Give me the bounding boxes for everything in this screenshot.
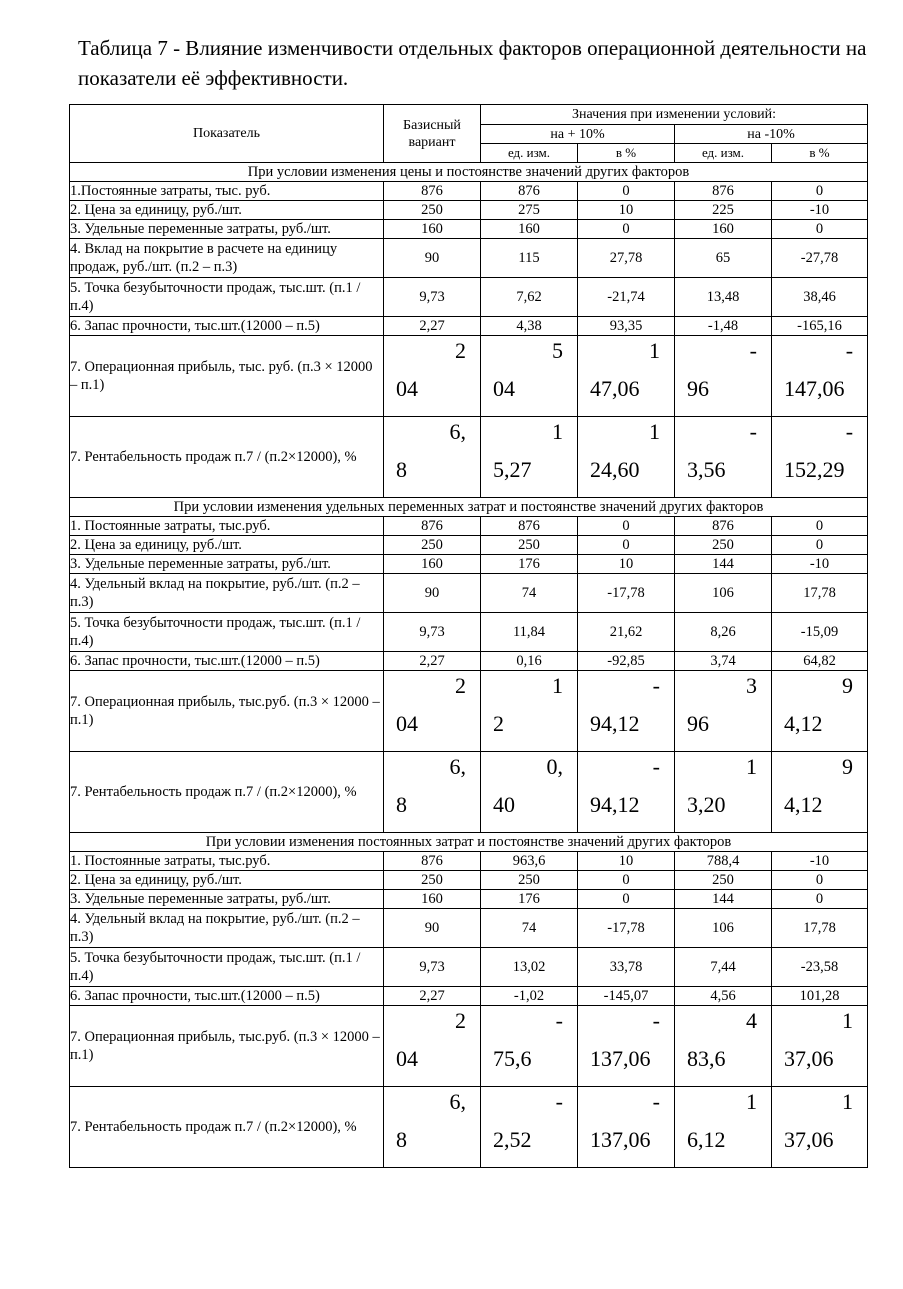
row-value: 144 [675, 555, 772, 574]
row-value: 0 [772, 517, 868, 536]
table-row [70, 852, 868, 871]
table-row [70, 220, 868, 239]
split-value-cell [772, 1006, 868, 1087]
value-fragment-top: 1 [552, 673, 563, 698]
table-row [70, 909, 868, 948]
row-value: -10 [772, 201, 868, 220]
row-label: 7. Рентабельность продаж п.7 / (п.2×12000), % [70, 417, 384, 498]
value-fragment-bottom: 37,06 [784, 1127, 834, 1152]
row-value: 2,27 [384, 652, 481, 671]
value-fragment-bottom: 94,12 [590, 711, 640, 736]
row-label: 2. Цена за единицу, руб./шт. [70, 871, 384, 890]
row-value: 225 [675, 201, 772, 220]
row-label: 7. Операционная прибыль, тыс.руб. (п.3 × 12000 – п.1) [70, 671, 384, 752]
row-value: 144 [675, 890, 772, 909]
row-value: 250 [384, 536, 481, 555]
row-value: 9,73 [384, 613, 481, 652]
row-label: 2. Цена за единицу, руб./шт. [70, 201, 384, 220]
row-value: 9,73 [384, 948, 481, 987]
value-fragment-bottom: 96 [687, 711, 709, 736]
value-fragment-top: 5 [552, 338, 563, 363]
section-header-row [70, 833, 868, 852]
value-fragment-bottom: 04 [396, 1046, 418, 1071]
row-value: -23,58 [772, 948, 868, 987]
table-row [70, 948, 868, 987]
value-fragment-top: 1 [649, 338, 660, 363]
row-value: 74 [481, 909, 578, 948]
header-minus-10: на -10% [675, 125, 868, 144]
row-value: 7,62 [481, 278, 578, 317]
row-label: 5. Точка безубыточности продаж, тыс.шт. (п.1 / п.4) [70, 613, 384, 652]
row-value: 2,27 [384, 987, 481, 1006]
row-label: 1. Постоянные затраты, тыс.руб. [70, 517, 384, 536]
row-label: 2. Цена за единицу, руб./шт. [70, 536, 384, 555]
row-value: 9,73 [384, 278, 481, 317]
row-value: 876 [384, 182, 481, 201]
value-fragment-bottom: 04 [396, 711, 418, 736]
table-row [70, 182, 868, 201]
value-fragment-top: 2 [455, 338, 466, 363]
header-indicator: Показатель [70, 105, 384, 163]
row-value: 10 [578, 852, 675, 871]
split-value-cell [578, 671, 675, 752]
row-label: 7. Операционная прибыль, тыс.руб. (п.3 × 12000 – п.1) [70, 1006, 384, 1087]
row-value: 0 [578, 890, 675, 909]
header-unit-minus: ед. изм. [675, 144, 772, 163]
row-label: 3. Удельные переменные затраты, руб./шт. [70, 890, 384, 909]
row-value: 876 [675, 517, 772, 536]
row-value: 8,26 [675, 613, 772, 652]
value-fragment-top: 1 [746, 1089, 757, 1114]
row-value: 160 [384, 555, 481, 574]
row-label: 3. Удельные переменные затраты, руб./шт. [70, 220, 384, 239]
row-value: 33,78 [578, 948, 675, 987]
table-row-large [70, 1087, 868, 1168]
value-fragment-bottom: 4,12 [784, 792, 823, 817]
table-row [70, 555, 868, 574]
row-value: 90 [384, 909, 481, 948]
value-fragment-top: 9 [842, 754, 854, 779]
row-value: 0 [578, 517, 675, 536]
value-fragment-top: 4 [746, 1008, 757, 1033]
value-fragment-bottom: 2 [493, 711, 504, 736]
value-fragment-top: 2 [455, 673, 466, 698]
split-value-cell [772, 336, 868, 417]
row-value: 0,16 [481, 652, 578, 671]
table-row [70, 278, 868, 317]
row-label: 4. Вклад на покрытие в расчете на единицу продаж, руб./шт. (п.2 – п.3) [70, 239, 384, 278]
value-fragment-bottom: 4,12 [784, 711, 823, 736]
split-value-cell [675, 752, 772, 833]
table-header [70, 105, 868, 163]
value-fragment-bottom: 24,60 [590, 457, 640, 482]
split-value-cell [384, 417, 481, 498]
row-value: 0 [578, 871, 675, 890]
row-value: 876 [384, 852, 481, 871]
row-value: 275 [481, 201, 578, 220]
row-value: -1,48 [675, 317, 772, 336]
split-value-cell [675, 1087, 772, 1168]
table-body [70, 163, 868, 1168]
table-row [70, 987, 868, 1006]
value-fragment-bottom: 47,06 [590, 376, 640, 401]
row-value: 0 [578, 536, 675, 555]
value-fragment-bottom: 83,6 [687, 1046, 726, 1071]
row-value: 115 [481, 239, 578, 278]
table-row-large [70, 1006, 868, 1087]
value-fragment-bottom: 3,20 [687, 792, 726, 817]
split-value-cell [481, 752, 578, 833]
row-value: 963,6 [481, 852, 578, 871]
value-fragment-top: 6, [449, 1089, 466, 1114]
row-label: 3. Удельные переменные затраты, руб./шт. [70, 555, 384, 574]
row-value: 3,74 [675, 652, 772, 671]
header-values-title: Значения при изменении условий: [481, 105, 868, 125]
row-value: 250 [384, 201, 481, 220]
table-row-large [70, 671, 868, 752]
table-row [70, 317, 868, 336]
row-label: 4. Удельный вклад на покрытие, руб./шт. (п.2 – п.3) [70, 909, 384, 948]
row-label: 7. Рентабельность продаж п.7 / (п.2×12000), % [70, 752, 384, 833]
effectiveness-table [69, 104, 868, 1168]
value-fragment-bottom: 04 [396, 376, 418, 401]
value-fragment-bottom: 75,6 [493, 1046, 532, 1071]
value-fragment-bottom: 94,12 [590, 792, 640, 817]
table-row [70, 890, 868, 909]
row-label: 6. Запас прочности, тыс.шт.(12000 – п.5) [70, 987, 384, 1006]
row-value: 17,78 [772, 909, 868, 948]
row-value: 160 [481, 220, 578, 239]
header-base-variant: Базисный вариант [384, 105, 481, 163]
row-value: 0 [772, 871, 868, 890]
table-row [70, 652, 868, 671]
row-label: 6. Запас прочности, тыс.шт.(12000 – п.5) [70, 652, 384, 671]
row-value: -92,85 [578, 652, 675, 671]
table-row [70, 613, 868, 652]
row-value: 250 [481, 536, 578, 555]
row-value: -17,78 [578, 909, 675, 948]
split-value-cell [675, 671, 772, 752]
value-fragment-bottom: 152,29 [784, 457, 845, 482]
row-label: 4. Удельный вклад на покрытие, руб./шт. (п.2 – п.3) [70, 574, 384, 613]
value-fragment-top: 9 [842, 673, 854, 698]
row-value: 160 [675, 220, 772, 239]
row-value: 876 [675, 182, 772, 201]
row-value: 0 [772, 220, 868, 239]
value-fragment-top: - [555, 1089, 563, 1114]
row-value: 93,35 [578, 317, 675, 336]
row-value: 160 [384, 890, 481, 909]
value-fragment-bottom: 137,06 [590, 1127, 651, 1152]
value-fragment-bottom: 8 [396, 457, 407, 482]
row-label: 1.Постоянные затраты, тыс. руб. [70, 182, 384, 201]
row-value: -15,09 [772, 613, 868, 652]
table-row-large [70, 417, 868, 498]
row-value: 13,48 [675, 278, 772, 317]
row-value: 0 [578, 220, 675, 239]
split-value-cell [578, 336, 675, 417]
split-value-cell [578, 417, 675, 498]
table-row [70, 536, 868, 555]
row-value: 90 [384, 574, 481, 613]
value-fragment-bottom: 37,06 [784, 1046, 834, 1071]
section-title: При условии изменения постоянных затрат и постоянстве значений других факторов [70, 833, 868, 852]
table-row [70, 517, 868, 536]
row-value: 27,78 [578, 239, 675, 278]
split-value-cell [772, 671, 868, 752]
value-fragment-top: - [652, 754, 660, 779]
row-value: 17,78 [772, 574, 868, 613]
value-fragment-bottom: 8 [396, 792, 407, 817]
split-value-cell [578, 1087, 675, 1168]
row-label: 7. Операционная прибыль, тыс. руб. (п.3 × 12000 – п.1) [70, 336, 384, 417]
value-fragment-bottom: 5,27 [493, 457, 532, 482]
value-fragment-top: 1 [842, 1008, 854, 1033]
row-label: 7. Рентабельность продаж п.7 / (п.2×12000), % [70, 1087, 384, 1168]
header-percent-minus: в % [772, 144, 868, 163]
split-value-cell [772, 417, 868, 498]
table-row [70, 239, 868, 278]
row-value: 106 [675, 909, 772, 948]
value-fragment-top: 1 [649, 419, 660, 444]
row-value: 4,56 [675, 987, 772, 1006]
split-value-cell [481, 417, 578, 498]
value-fragment-bottom: 96 [687, 376, 709, 401]
row-value: 13,02 [481, 948, 578, 987]
section-header-row [70, 498, 868, 517]
row-label: 5. Точка безубыточности продаж, тыс.шт. (п.1 / п.4) [70, 278, 384, 317]
value-fragment-bottom: 6,12 [687, 1127, 726, 1152]
value-fragment-top: - [845, 338, 854, 363]
row-value: 176 [481, 890, 578, 909]
row-value: 10 [578, 555, 675, 574]
value-fragment-top: 1 [746, 754, 757, 779]
split-value-cell [578, 752, 675, 833]
row-value: 876 [384, 517, 481, 536]
value-fragment-top: 6, [449, 754, 466, 779]
value-fragment-top: 6, [449, 419, 466, 444]
row-label: 5. Точка безубыточности продаж, тыс.шт. (п.1 / п.4) [70, 948, 384, 987]
split-value-cell [481, 1087, 578, 1168]
row-value: 38,46 [772, 278, 868, 317]
value-fragment-top: - [845, 419, 854, 444]
table-row [70, 201, 868, 220]
row-value: 64,82 [772, 652, 868, 671]
value-fragment-top: - [652, 1008, 660, 1033]
row-value: 4,38 [481, 317, 578, 336]
table-row [70, 574, 868, 613]
value-fragment-top: - [749, 338, 757, 363]
row-value: 7,44 [675, 948, 772, 987]
row-value: -17,78 [578, 574, 675, 613]
split-value-cell [384, 1006, 481, 1087]
split-value-cell [384, 336, 481, 417]
split-value-cell [772, 752, 868, 833]
split-value-cell [675, 1006, 772, 1087]
row-value: 2,27 [384, 317, 481, 336]
section-title: При условии изменения цены и постоянстве значений других факторов [70, 163, 868, 182]
row-value: -1,02 [481, 987, 578, 1006]
split-value-cell [384, 1087, 481, 1168]
value-fragment-top: - [652, 1089, 660, 1114]
value-fragment-bottom: 8 [396, 1127, 407, 1152]
split-value-cell [384, 671, 481, 752]
value-fragment-bottom: 137,06 [590, 1046, 651, 1071]
value-fragment-bottom: 147,06 [784, 376, 845, 401]
value-fragment-top: - [555, 1008, 563, 1033]
value-fragment-top: 0, [546, 754, 563, 779]
row-value: 11,84 [481, 613, 578, 652]
section-title: При условии изменения удельных переменных затрат и постоянстве значений других факторов [70, 498, 868, 517]
value-fragment-top: - [652, 673, 660, 698]
split-value-cell [384, 752, 481, 833]
header-unit-plus: ед. изм. [481, 144, 578, 163]
row-label: 6. Запас прочности, тыс.шт.(12000 – п.5) [70, 317, 384, 336]
split-value-cell [481, 336, 578, 417]
split-value-cell [675, 417, 772, 498]
value-fragment-bottom: 04 [493, 376, 515, 401]
row-value: 101,28 [772, 987, 868, 1006]
row-value: 176 [481, 555, 578, 574]
row-value: 250 [384, 871, 481, 890]
row-value: 106 [675, 574, 772, 613]
row-label: 1. Постоянные затраты, тыс.руб. [70, 852, 384, 871]
row-value: -165,16 [772, 317, 868, 336]
header-plus-10: на + 10% [481, 125, 675, 144]
split-value-cell [481, 1006, 578, 1087]
row-value: 0 [772, 890, 868, 909]
value-fragment-bottom: 3,56 [687, 457, 726, 482]
header-percent-plus: в % [578, 144, 675, 163]
row-value: 250 [675, 536, 772, 555]
row-value: 250 [481, 871, 578, 890]
row-value: 788,4 [675, 852, 772, 871]
row-value: -27,78 [772, 239, 868, 278]
row-value: 65 [675, 239, 772, 278]
row-value: 74 [481, 574, 578, 613]
value-fragment-bottom: 2,52 [493, 1127, 532, 1152]
table-caption: Таблица 7 - Влияние изменчивости отдельных факторов операционной деятельности на показатели её эффективности. [78, 36, 867, 90]
split-value-cell [481, 671, 578, 752]
row-value: -10 [772, 852, 868, 871]
row-value: 160 [384, 220, 481, 239]
row-value: 21,62 [578, 613, 675, 652]
value-fragment-top: - [749, 419, 757, 444]
row-value: 0 [772, 536, 868, 555]
row-value: 0 [772, 182, 868, 201]
row-value: 876 [481, 517, 578, 536]
value-fragment-top: 1 [842, 1089, 854, 1114]
row-value: 10 [578, 201, 675, 220]
row-value: -145,07 [578, 987, 675, 1006]
table-row-large [70, 752, 868, 833]
split-value-cell [675, 336, 772, 417]
row-value: -21,74 [578, 278, 675, 317]
row-value: -10 [772, 555, 868, 574]
split-value-cell [578, 1006, 675, 1087]
row-value: 250 [675, 871, 772, 890]
value-fragment-top: 2 [455, 1008, 466, 1033]
row-value: 90 [384, 239, 481, 278]
table-row-large [70, 336, 868, 417]
value-fragment-top: 3 [746, 673, 757, 698]
section-header-row [70, 163, 868, 182]
table-row [70, 871, 868, 890]
row-value: 0 [578, 182, 675, 201]
row-value: 876 [481, 182, 578, 201]
value-fragment-top: 1 [552, 419, 563, 444]
value-fragment-bottom: 40 [493, 792, 515, 817]
split-value-cell [772, 1087, 868, 1168]
